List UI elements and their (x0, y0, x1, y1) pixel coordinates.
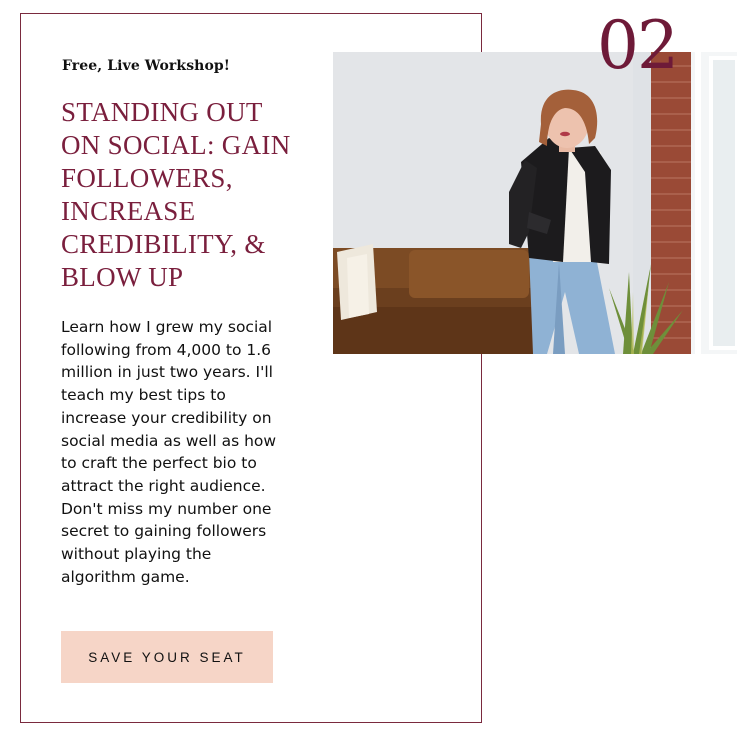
workshop-description: Learn how I grew my social following from 4,000 to 1.6 million in just two years. I'll teach my best tips to increase your credibility on social media as well as how to craft the perfect bio to attract the right audience. Don't miss my number one secret to gaining followers without playing the algorithm game. (61, 318, 277, 586)
eyebrow-label: Free, Live Workshop! (62, 58, 231, 74)
workshop-host-photo (333, 52, 737, 354)
workshop-title: STANDING OUT ON SOCIAL: GAIN FOLLOWERS, INCREASE CREDIBILITY, & BLOW UP (61, 97, 291, 292)
section-number: 02 (597, 7, 677, 84)
save-your-seat-button[interactable]: SAVE YOUR SEAT (61, 631, 273, 683)
